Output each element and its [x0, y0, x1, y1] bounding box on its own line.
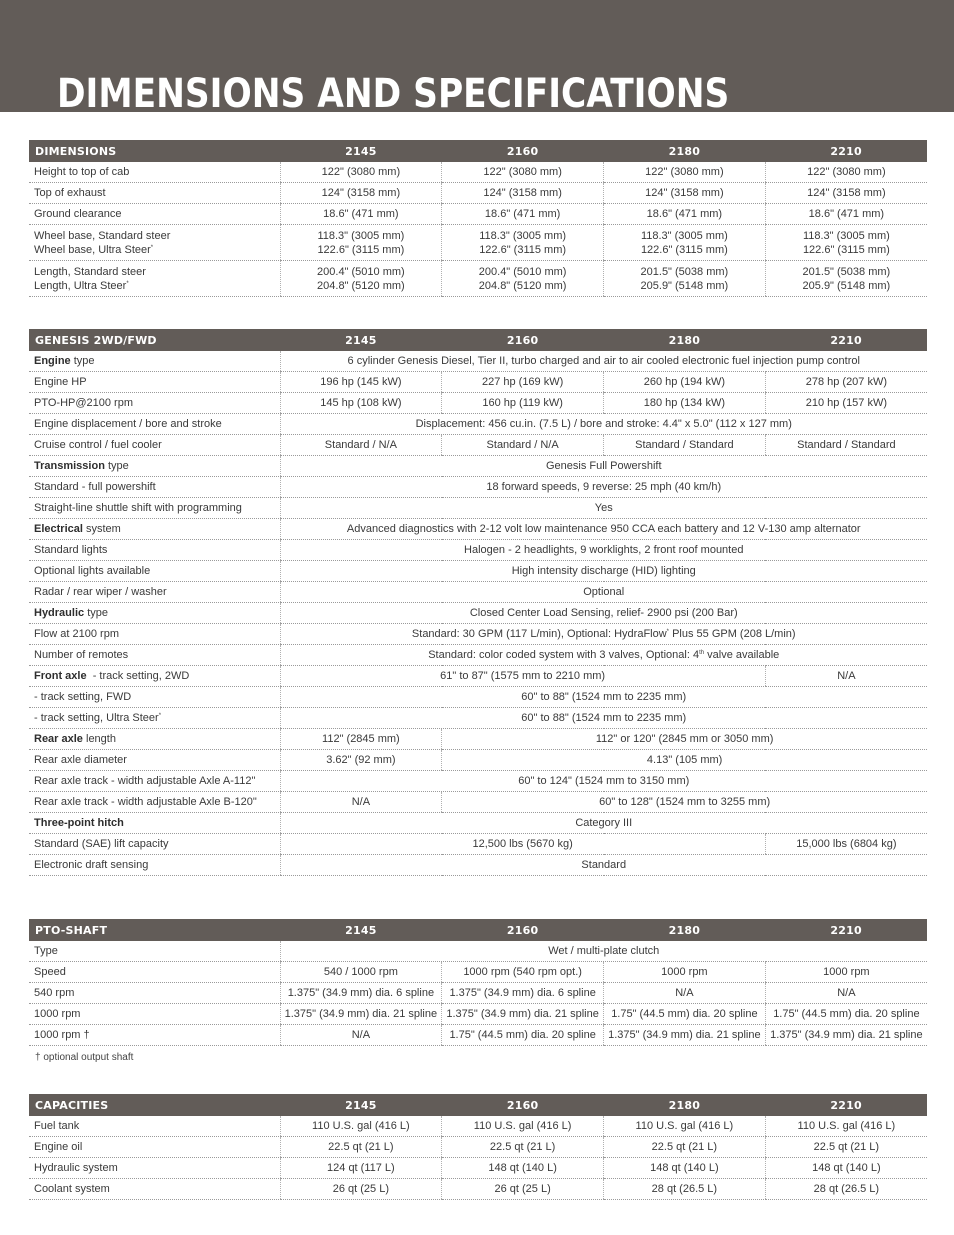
table-row [29, 540, 927, 561]
table-row [29, 603, 927, 624]
cell: Advanced diagnostics with 2-12 volt low maintenance 950 CCA each battery and 12 V-130 amp alternator [280, 519, 927, 540]
table-row [29, 983, 927, 1004]
table-row [29, 624, 927, 645]
table-row [29, 372, 927, 393]
table-row [29, 498, 927, 519]
cell: 227 hp (169 kW) [442, 372, 604, 393]
row-label: Transmission type [29, 456, 280, 477]
cell: 28 qt (26.5 L) [604, 1179, 766, 1200]
row-label: Rear axle diameter [29, 750, 280, 771]
row-label: Coolant system [29, 1179, 280, 1200]
row-label: Flow at 2100 rpm [29, 624, 280, 645]
table-row [29, 834, 927, 855]
cell: 1.375" (34.9 mm) dia. 21 spline [280, 1004, 442, 1025]
model-header: 2145 [280, 1094, 442, 1116]
model-header: 2160 [442, 1094, 604, 1116]
cell: Halogen - 2 headlights, 9 worklights, 2 front roof mounted [280, 540, 927, 561]
row-label: Radar / rear wiper / washer [29, 582, 280, 603]
cell: N/A [765, 666, 927, 687]
cell: 1.375" (34.9 mm) dia. 6 spline [280, 983, 442, 1004]
cell: 124" (3158 mm) [280, 183, 442, 204]
row-label: Engine type [29, 351, 280, 372]
cell: 145 hp (108 kW) [280, 393, 442, 414]
model-header: 2210 [765, 140, 927, 162]
row-label: Three-point hitch [29, 813, 280, 834]
cell: 110 U.S. gal (416 L) [604, 1116, 766, 1137]
row-label: Standard lights [29, 540, 280, 561]
cell: 200.4" (5010 mm) 204.8" (5120 mm) [442, 261, 604, 297]
table-row [29, 1137, 927, 1158]
cell: 1000 rpm [765, 962, 927, 983]
row-label: Hydraulic type [29, 603, 280, 624]
cell: 1.375" (34.9 mm) dia. 21 spline [604, 1025, 766, 1046]
row-label: Speed [29, 962, 280, 983]
table-row [29, 962, 927, 983]
row-label: Rear axle track - width adjustable Axle A-112" [29, 771, 280, 792]
row-label: Type [29, 941, 280, 962]
table-row [29, 750, 927, 771]
table-row [29, 941, 927, 962]
row-label: Hydraulic system [29, 1158, 280, 1179]
row-label: Height to top of cab [29, 162, 280, 183]
table-row [29, 687, 927, 708]
cell: 26 qt (25 L) [442, 1179, 604, 1200]
table-row [29, 708, 927, 729]
cell: 1000 rpm (540 rpm opt.) [442, 962, 604, 983]
row-label: Wheel base, Standard steer Wheel base, Ultra Steer* [29, 225, 280, 261]
cell: Genesis Full Powershift [280, 456, 927, 477]
cell: Standard: color coded system with 3 valves, Optional: 4th valve available [280, 645, 927, 666]
cell: 6 cylinder Genesis Diesel, Tier II, turbo charged and air to air cooled electronic fuel injection pump control [280, 351, 927, 372]
row-label: Rear axle length [29, 729, 280, 750]
cell: 118.3" (3005 mm) 122.6" (3115 mm) [280, 225, 442, 261]
row-label: 1000 rpm [29, 1004, 280, 1025]
page-title: DIMENSIONS AND SPECIFICATIONS [57, 71, 730, 117]
row-label: 1000 rpm † [29, 1025, 280, 1046]
table-header-row [29, 919, 927, 941]
pto-shaft-table [29, 919, 927, 1046]
table-row [29, 456, 927, 477]
table-row [29, 351, 927, 372]
table-row [29, 1004, 927, 1025]
cell: 22.5 qt (21 L) [442, 1137, 604, 1158]
table-row [29, 225, 927, 261]
cell: N/A [604, 983, 766, 1004]
row-label: Engine displacement / bore and stroke [29, 414, 280, 435]
table-row [29, 1158, 927, 1179]
cell: 124 qt (117 L) [280, 1158, 442, 1179]
model-header: 2210 [765, 919, 927, 941]
table-row [29, 729, 927, 750]
cell: 22.5 qt (21 L) [280, 1137, 442, 1158]
cell: 4.13" (105 mm) [442, 750, 927, 771]
model-header: 2145 [280, 919, 442, 941]
row-label: Electronic draft sensing [29, 855, 280, 876]
cell: Wet / multi-plate clutch [280, 941, 927, 962]
cell: 3.62" (92 mm) [280, 750, 442, 771]
table-row [29, 771, 927, 792]
table-row [29, 183, 927, 204]
model-header: 2160 [442, 329, 604, 351]
cell: 180 hp (134 kW) [604, 393, 766, 414]
table-row [29, 561, 927, 582]
cell: Standard [280, 855, 927, 876]
cell: 148 qt (140 L) [442, 1158, 604, 1179]
cell: 18.6" (471 mm) [765, 204, 927, 225]
cell: 15,000 lbs (6804 kg) [765, 834, 927, 855]
section-header: GENESIS 2WD/FWD [29, 329, 280, 351]
table-row [29, 1025, 927, 1046]
row-label: - track setting, FWD [29, 687, 280, 708]
table-row [29, 414, 927, 435]
model-header: 2160 [442, 919, 604, 941]
cell: Standard / N/A [442, 435, 604, 456]
cell: 260 hp (194 kW) [604, 372, 766, 393]
row-label: Standard (SAE) lift capacity [29, 834, 280, 855]
table-row [29, 435, 927, 456]
cell: 148 qt (140 L) [604, 1158, 766, 1179]
table-row [29, 1116, 927, 1137]
cell: 122" (3080 mm) [765, 162, 927, 183]
row-label: Engine oil [29, 1137, 280, 1158]
cell: 18.6" (471 mm) [604, 204, 766, 225]
row-label: Engine HP [29, 372, 280, 393]
cell: 1.375" (34.9 mm) dia. 21 spline [442, 1004, 604, 1025]
cell: 124" (3158 mm) [604, 183, 766, 204]
cell: 540 / 1000 rpm [280, 962, 442, 983]
cell: Standard / N/A [280, 435, 442, 456]
table-row [29, 261, 927, 297]
model-header: 2160 [442, 140, 604, 162]
cell: 122" (3080 mm) [280, 162, 442, 183]
model-header: 2180 [604, 1094, 766, 1116]
table-row [29, 393, 927, 414]
table-row [29, 582, 927, 603]
cell: 201.5" (5038 mm) 205.9" (5148 mm) [765, 261, 927, 297]
cell: 112" (2845 mm) [280, 729, 442, 750]
cell: Standard / Standard [604, 435, 766, 456]
table-row [29, 813, 927, 834]
cell: 118.3" (3005 mm) 122.6" (3115 mm) [765, 225, 927, 261]
title-banner [0, 0, 954, 117]
row-label: - track setting, Ultra Steer* [29, 708, 280, 729]
section-header: CAPACITIES [29, 1094, 280, 1116]
cell: 200.4" (5010 mm) 204.8" (5120 mm) [280, 261, 442, 297]
table-header-row [29, 1094, 927, 1116]
row-label: Fuel tank [29, 1116, 280, 1137]
cell: 110 U.S. gal (416 L) [280, 1116, 442, 1137]
model-header: 2145 [280, 329, 442, 351]
row-label: Front axle - track setting, 2WD [29, 666, 280, 687]
row-label: Electrical system [29, 519, 280, 540]
row-label: Top of exhaust [29, 183, 280, 204]
cell: 22.5 qt (21 L) [604, 1137, 766, 1158]
cell: 110 U.S. gal (416 L) [765, 1116, 927, 1137]
capacities-table [29, 1094, 927, 1200]
row-label: PTO-HP@2100 rpm [29, 393, 280, 414]
cell: 1.75" (44.5 mm) dia. 20 spline [765, 1004, 927, 1025]
table-row [29, 666, 927, 687]
cell: 122" (3080 mm) [442, 162, 604, 183]
model-header: 2210 [765, 1094, 927, 1116]
model-header: 2180 [604, 140, 766, 162]
cell: 18.6" (471 mm) [280, 204, 442, 225]
cell: 110 U.S. gal (416 L) [442, 1116, 604, 1137]
cell: 148 qt (140 L) [765, 1158, 927, 1179]
cell: N/A [280, 792, 442, 813]
cell: 278 hp (207 kW) [765, 372, 927, 393]
row-label: Standard - full powershift [29, 477, 280, 498]
table-row [29, 519, 927, 540]
cell: Standard: 30 GPM (117 L/min), Optional: HydraFlow* Plus 55 GPM (208 L/min) [280, 624, 927, 645]
section-header: PTO-SHAFT [29, 919, 280, 941]
table-row [29, 855, 927, 876]
table-row [29, 645, 927, 666]
table-row [29, 1179, 927, 1200]
cell: 124" (3158 mm) [765, 183, 927, 204]
cell: Closed Center Load Sensing, relief- 2900 psi (200 Bar) [280, 603, 927, 624]
model-header: 2145 [280, 140, 442, 162]
row-label: Cruise control / fuel cooler [29, 435, 280, 456]
cell: 22.5 qt (21 L) [765, 1137, 927, 1158]
cell: 1000 rpm [604, 962, 766, 983]
cell: High intensity discharge (HID) lighting [280, 561, 927, 582]
cell: 201.5" (5038 mm) 205.9" (5148 mm) [604, 261, 766, 297]
cell: 61" to 87" (1575 mm to 2210 mm) [280, 666, 765, 687]
cell: 60" to 128" (1524 mm to 3255 mm) [442, 792, 927, 813]
cell: 26 qt (25 L) [280, 1179, 442, 1200]
cell: 1.75" (44.5 mm) dia. 20 spline [604, 1004, 766, 1025]
dimensions-table [29, 140, 927, 297]
cell: 112" or 120" (2845 mm or 3050 mm) [442, 729, 927, 750]
cell: N/A [280, 1025, 442, 1046]
genesis-table [29, 329, 927, 876]
model-header: 2180 [604, 919, 766, 941]
cell: 12,500 lbs (5670 kg) [280, 834, 765, 855]
row-label: Ground clearance [29, 204, 280, 225]
cell: 210 hp (157 kW) [765, 393, 927, 414]
cell: 1.75" (44.5 mm) dia. 20 spline [442, 1025, 604, 1046]
cell: 196 hp (145 kW) [280, 372, 442, 393]
row-label: Rear axle track - width adjustable Axle B-120" [29, 792, 280, 813]
row-label: 540 rpm [29, 983, 280, 1004]
cell: 60" to 124" (1524 mm to 3150 mm) [280, 771, 927, 792]
cell: 60" to 88" (1524 mm to 2235 mm) [280, 687, 927, 708]
cell: 118.3" (3005 mm) 122.6" (3115 mm) [442, 225, 604, 261]
cell: Standard / Standard [765, 435, 927, 456]
table-row [29, 204, 927, 225]
cell: Optional [280, 582, 927, 603]
cell: 1.375" (34.9 mm) dia. 6 spline [442, 983, 604, 1004]
cell: Category III [280, 813, 927, 834]
cell: 1.375" (34.9 mm) dia. 21 spline [765, 1025, 927, 1046]
section-header: DIMENSIONS [29, 140, 280, 162]
cell: 124" (3158 mm) [442, 183, 604, 204]
table-row [29, 162, 927, 183]
model-header: 2210 [765, 329, 927, 351]
cell: 18 forward speeds, 9 reverse: 25 mph (40 km/h) [280, 477, 927, 498]
table-row [29, 792, 927, 813]
cell: 60" to 88" (1524 mm to 2235 mm) [280, 708, 927, 729]
cell: Displacement: 456 cu.in. (7.5 L) / bore and stroke: 4.4" x 5.0" (112 x 127 mm) [280, 414, 927, 435]
cell: 122" (3080 mm) [604, 162, 766, 183]
cell: N/A [765, 983, 927, 1004]
table-header-row [29, 140, 927, 162]
row-label: Straight-line shuttle shift with programming [29, 498, 280, 519]
cell: 18.6" (471 mm) [442, 204, 604, 225]
footnote: † optional output shaft [35, 1052, 134, 1063]
cell: 118.3" (3005 mm) 122.6" (3115 mm) [604, 225, 766, 261]
cell: Yes [280, 498, 927, 519]
cell: 160 hp (119 kW) [442, 393, 604, 414]
model-header: 2180 [604, 329, 766, 351]
row-label: Number of remotes [29, 645, 280, 666]
table-row [29, 477, 927, 498]
row-label: Length, Standard steer Length, Ultra Steer* [29, 261, 280, 297]
table-header-row [29, 329, 927, 351]
cell: 28 qt (26.5 L) [765, 1179, 927, 1200]
row-label: Optional lights available [29, 561, 280, 582]
